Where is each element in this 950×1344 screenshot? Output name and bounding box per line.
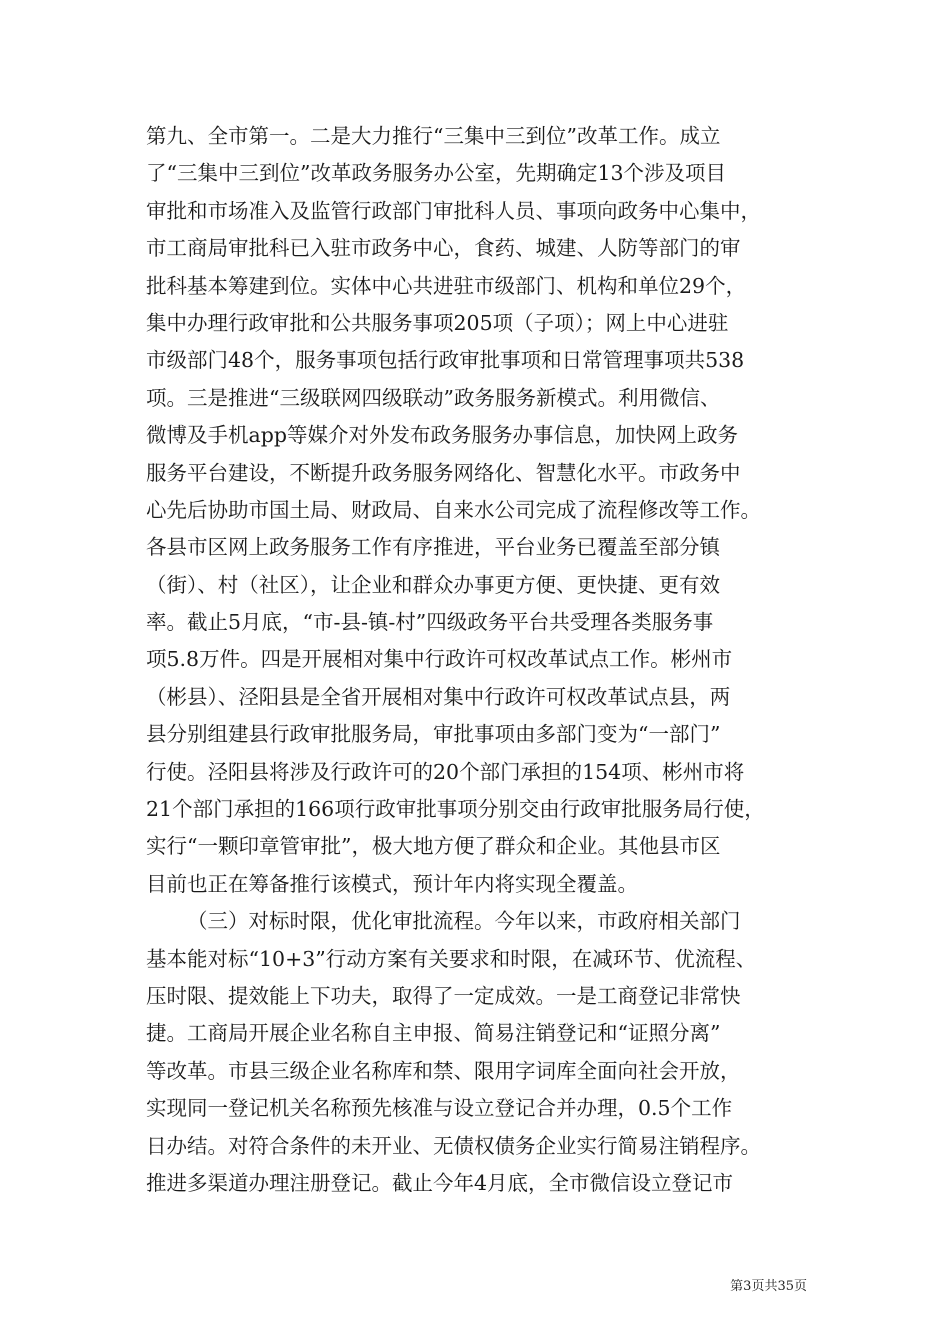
text-line: 目前也正在筹备推行该模式，预计年内将实现全覆盖。: [146, 871, 638, 896]
text-line: 21个部门承担的166项行政审批事项分别交由行政审批服务局行使，: [146, 797, 765, 822]
text-line: 服务平台建设，不断提升政务服务网络化、智慧化水平。市政务中: [146, 460, 741, 485]
text-line: 基本能对标“10+3”行动方案有关要求和时限，在减环节、优流程、: [146, 946, 757, 971]
text-line: （街）、村（社区），让企业和群众办事更方便、更快捷、更有效: [146, 572, 720, 597]
text-line: 压时限、提效能上下功夫，取得了一定成效。一是工商登记非常快: [146, 983, 741, 1008]
text-line: 等改革。市县三级企业名称库和禁、限用字词库全面向社会开放，: [146, 1058, 741, 1083]
text-line: 推进多渠道办理注册登记。截止今年4月底，全市微信设立登记市: [146, 1170, 734, 1195]
text-line: 微博及手机app等媒介对外发布政务服务办事信息，加快网上政务: [146, 423, 738, 448]
page-number: 第3页共35页: [730, 1279, 807, 1294]
text-line: 市级部门48个，服务事项包括行政审批事项和日常管理事项共538: [146, 348, 745, 373]
text-line: 第九、全市第一。二是大力推行“三集中三到位”改革工作。成立: [146, 124, 721, 148]
text-line: 市工商局审批科已入驻市政务中心，食药、城建、人防等部门的审: [146, 236, 741, 261]
text-line: 审批和市场准入及监管行政部门审批科人员、事项向政务中心集中，: [146, 198, 761, 223]
text-line: 项。三是推进“三级联网四级联动”政务服务新模式。利用微信、: [146, 385, 721, 410]
text-line: 县分别组建县行政审批服务局，审批事项由多部门变为“一部门”: [146, 722, 721, 747]
text-line: 实现同一登记机关名称预先核准与设立登记合并办理，0.5个工作: [146, 1096, 733, 1121]
text-line: 日办结。对符合条件的未开业、无债权债务企业实行简易注销程序。: [146, 1133, 761, 1158]
text-line: 捷。工商局开展企业名称自主申报、简易注销登记和“证照分离”: [146, 1021, 721, 1046]
text-line: 项5.8万件。四是开展相对集中行政许可权改革试点工作。彬州市: [146, 647, 733, 672]
text-line: 批科基本筹建到位。实体中心共进驻市级部门、机构和单位29个，: [146, 273, 747, 298]
section-heading-line: （三）对标时限，优化审批流程。今年以来，市政府相关部门: [187, 909, 741, 934]
text-line: 了“三集中三到位”改革政务服务办公室，先期确定13个涉及项目: [146, 161, 727, 186]
text-line: 心先后协助市国土局、财政局、自来水公司完成了流程修改等工作。: [146, 497, 761, 522]
text-line: 率。截止5月底，“市-县-镇-村”四级政务平台共受理各类服务事: [146, 610, 714, 635]
text-line: 实行“一颗印章管审批”，极大地方便了群众和企业。其他县市区: [146, 834, 721, 859]
text-line: 行使。泾阳县将涉及行政许可的20个部门承担的154项、彬州市将: [146, 759, 745, 784]
text-line: （彬县）、泾阳县是全省开展相对集中行政许可权改革试点县，两: [146, 684, 731, 709]
body-text: [146, 118, 806, 1202]
text-line: 各县市区网上政务服务工作有序推进，平台业务已覆盖至部分镇: [146, 535, 720, 560]
text-line: 集中办理行政审批和公共服务事项205项（子项）；网上中心进驻: [146, 310, 729, 335]
